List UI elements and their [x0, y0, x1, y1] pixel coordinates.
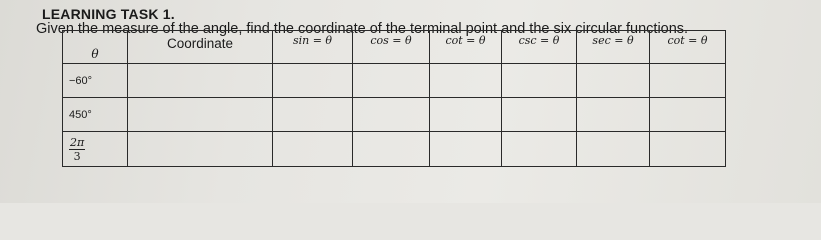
table-row — [63, 132, 726, 167]
answer-cell[interactable] — [273, 64, 353, 98]
answer-cell[interactable] — [430, 98, 502, 132]
header-coordinate: Coordinate — [128, 31, 273, 64]
header-cot-2: cot = θ — [650, 31, 726, 64]
answer-cell[interactable] — [353, 64, 430, 98]
angle-cell: −60° — [63, 64, 128, 98]
task-instructions: Given the measure of the angle, find the coordinate of the terminal point and the six circular functions. — [36, 21, 689, 37]
header-theta: θ — [63, 31, 128, 64]
header-row — [63, 31, 726, 64]
table-row — [63, 98, 726, 132]
answer-cell[interactable] — [128, 98, 273, 132]
answer-cell[interactable] — [273, 132, 353, 167]
table-row — [63, 64, 726, 98]
answer-cell[interactable] — [128, 64, 273, 98]
answer-cell[interactable] — [577, 64, 650, 98]
header-cos: cos = θ — [353, 31, 430, 64]
answer-cell[interactable] — [128, 132, 273, 167]
fraction-numerator: 2π — [70, 135, 85, 149]
header-csc: csc = θ — [502, 31, 577, 64]
answer-cell[interactable] — [650, 64, 726, 98]
answer-cell[interactable] — [502, 132, 577, 167]
answer-cell[interactable] — [502, 98, 577, 132]
angle-cell: 450° — [63, 98, 128, 132]
answer-cell[interactable] — [577, 132, 650, 167]
answer-cell[interactable] — [577, 98, 650, 132]
answer-cell[interactable] — [650, 132, 726, 167]
answer-table — [62, 30, 726, 167]
angle-cell — [63, 132, 128, 167]
header-sec: sec = θ — [577, 31, 650, 64]
answer-cell[interactable] — [650, 98, 726, 132]
answer-cell[interactable] — [353, 98, 430, 132]
answer-cell[interactable] — [353, 132, 430, 167]
answer-cell[interactable] — [273, 98, 353, 132]
header-cot-1: cot = θ — [430, 31, 502, 64]
answer-cell[interactable] — [430, 132, 502, 167]
header-sin: sin = θ — [273, 31, 353, 64]
fraction-denominator: 3 — [73, 149, 81, 163]
answer-cell[interactable] — [430, 64, 502, 98]
angle-fraction — [69, 137, 85, 162]
answer-cell[interactable] — [502, 64, 577, 98]
task-title: LEARNING TASK 1. — [42, 6, 175, 22]
